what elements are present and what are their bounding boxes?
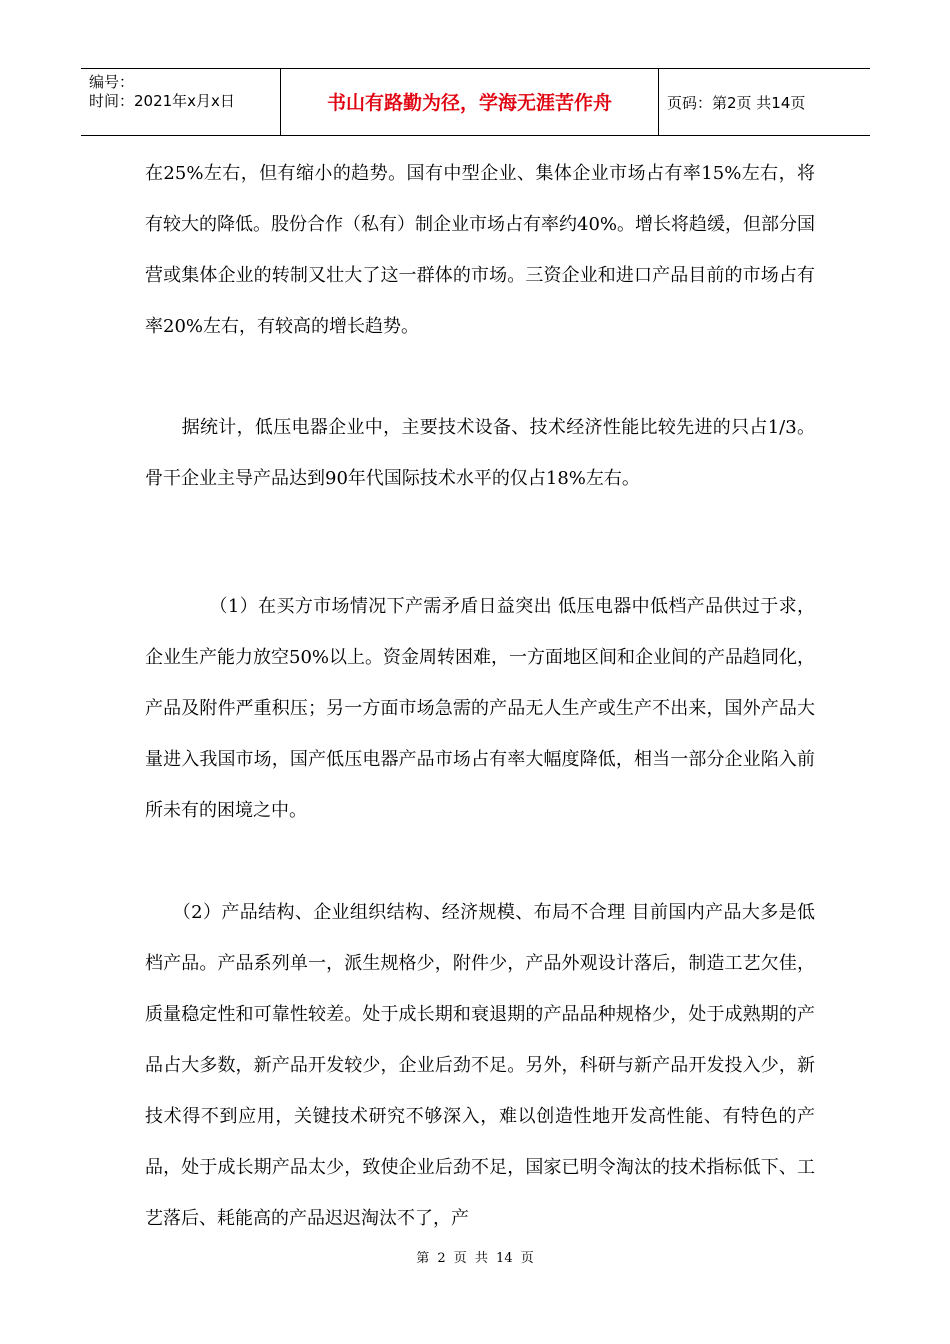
document-date-label: 时间：2021年x月x日 [89,92,235,110]
paragraph-market-share: 在25%左右，但有缩小的趋势。国有中型企业、集体企业市场占有率15%左右，将有较大的降低。股份合作（私有）制企业市场占有率约40%。增长将趋缓，但部分国营或集体企业的转制又壮大了这一群体的市场。三资企业和进口产品目前的市场占有率20%左右，有较高的增长趋势。 [145,163,816,337]
paragraph-product-structure: （2）产品结构、企业组织结构、经济规模、布局不合理 目前国内产品大多是低档产品。产品系列单一，派生规格少，附件少，产品外观设计落后，制造工艺欠佳，质量稳定性和可靠性较差。处于成长期和衰退期的产品品种规格少，处于成熟期的产品占大多数，新产品开发较少，企业后劲不足。另外，科研与新产品开发投入少，新技术得不到应用，关键技术研究不够深入，难以创造性地开发高性能、有特色的产品，处于成长期产品太少，致使企业后劲不足，国家已明令淘汰的技术指标低下、工艺落后、耗能高的产品迟迟淘汰不了，产 [145,902,815,1229]
paragraph-supply-demand: （1）在买方市场情况下产需矛盾日益突出 低压电器中低档产品供过于求，企业生产能力放空50%以上。资金周转困难，一方面地区间和企业间的产品趋同化，产品及附件严重积压；另一方面市场急需的产品无人生产或生产不出来，国外产品大量进入我国市场，国产低压电器产品市场占有率大幅度降低，相当一部分企业陷入前所未有的困境之中。 [145,596,816,821]
header-motto: 书山有路勤为径，学海无涯苦作舟 [281,69,659,135]
page-header [81,68,870,136]
body-paragraph [145,402,815,504]
body-paragraph [145,148,815,352]
document-number-label: 编号： [89,73,135,91]
page-footer: 第 2 页 共 14 页 [416,1251,534,1266]
paragraph-statistics: 据统计，低压电器企业中，主要技术设备、技术经济性能比较先进的只占1/3。骨干企业主导产品达到90年代国际技术水平的仅占18%左右。 [145,417,815,489]
body-paragraph [145,581,815,836]
header-meta [81,69,281,135]
header-page-info: 页码：第2页 共14页 [667,94,806,112]
body-paragraph [145,887,815,1244]
